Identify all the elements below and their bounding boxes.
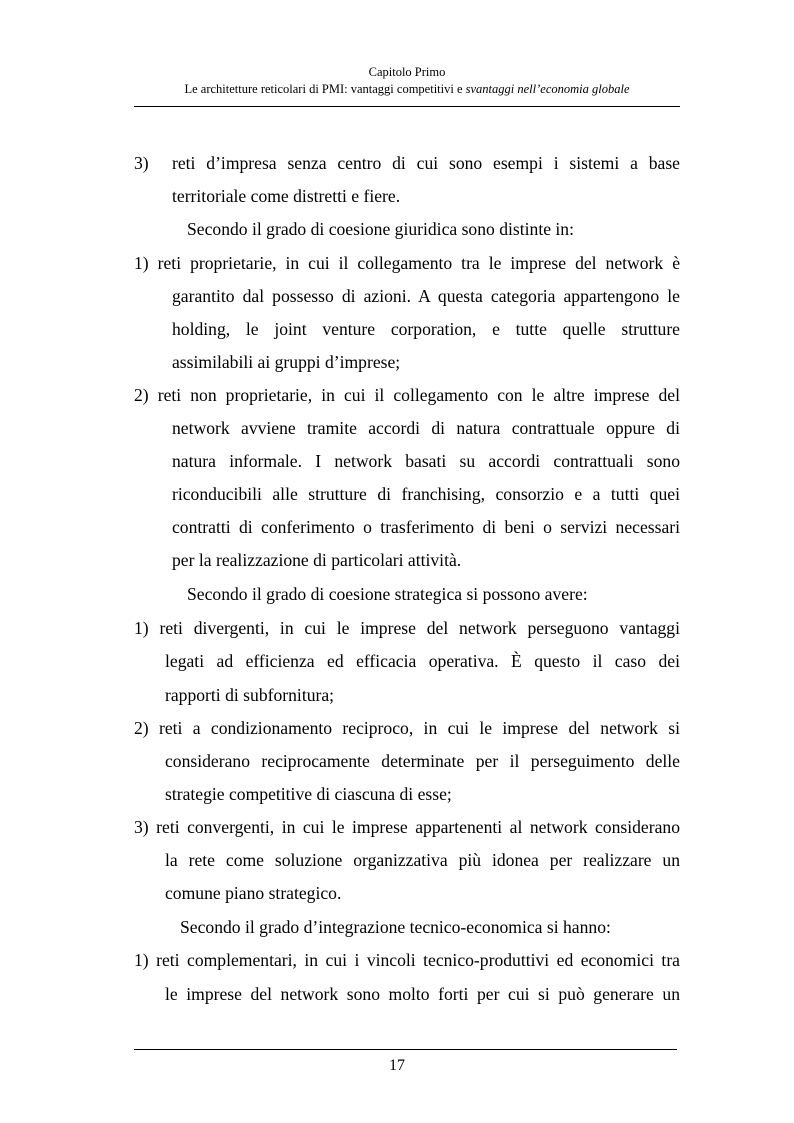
text-line: 1) reti complementari, in cui i vincoli tecnico-produttivi ed economici tra <box>134 950 680 970</box>
paragraph-heading-line: Secondo il grado d’integrazione tecnico-economica si hanno: <box>180 917 611 937</box>
text-line: legati ad efficienza ed efficacia operativa. È questo il caso dei <box>165 651 680 671</box>
text-line: comune piano strategico. <box>165 883 342 903</box>
text-line: per la realizzazione di particolari attività. <box>172 550 462 570</box>
text-line: network avviene tramite accordi di natura contrattuale oppure di <box>172 418 680 438</box>
text-line: contratti di conferimento o trasferimento di beni o servizi necessari <box>172 517 680 537</box>
list-marker: 3) <box>134 153 149 173</box>
text-line: territoriale come distretti e fiere. <box>172 186 401 206</box>
paragraph-heading-line: Secondo il grado di coesione giuridica sono distinte in: <box>187 219 574 239</box>
text-line: le imprese del network sono molto forti per cui si può generare un <box>165 984 680 1004</box>
running-header <box>134 64 680 98</box>
text-line: considerano reciprocamente determinate per il perseguimento delle <box>165 751 680 771</box>
text-line: rapporti di subfornitura; <box>165 685 335 705</box>
paragraph-heading-line: Secondo il grado di coesione strategica si possono avere: <box>187 584 588 604</box>
subtitle-italic: svantaggi nell’economia globale <box>465 82 630 96</box>
chapter-label: Capitolo Primo <box>368 65 446 79</box>
text-line: 3) reti convergenti, in cui le imprese appartenenti al network considerano <box>134 817 680 837</box>
chapter-subtitle <box>134 81 680 98</box>
text-line: strategie competitive di ciascuna di esse; <box>165 784 452 804</box>
text-line: 1) reti proprietarie, in cui il collegamento tra le imprese del network è <box>134 253 680 273</box>
subtitle-normal: Le architetture reticolari di PMI: vantaggi competitivi e <box>184 82 466 96</box>
text-line: garantito dal possesso di azioni. A questa categoria appartengono le <box>172 286 680 306</box>
text-line: assimilabili ai gruppi d’imprese; <box>172 352 401 372</box>
text-line: natura informale. I network basati su accordi contrattuali sono <box>172 451 680 471</box>
text-line: reti d’impresa senza centro di cui sono esempi i sistemi a base <box>172 153 680 173</box>
text-line: holding, le joint venture corporation, e tutte quelle strutture <box>172 319 680 339</box>
text-line: riconducibili alle strutture di franchising, consorzio e a tutti quei <box>172 484 680 504</box>
text-line: 2) reti a condizionamento reciproco, in cui le imprese del network si <box>134 718 680 738</box>
text-line: 1) reti divergenti, in cui le imprese del network perseguono vantaggi <box>134 618 680 638</box>
text-line: 2) reti non proprietarie, in cui il collegamento con le altre imprese del <box>134 385 680 405</box>
header-rule <box>134 106 680 107</box>
text-line: la rete come soluzione organizzativa più idonea per realizzare un <box>165 850 680 870</box>
footer-rule <box>134 1049 677 1050</box>
page-number: 17 <box>389 1057 405 1074</box>
